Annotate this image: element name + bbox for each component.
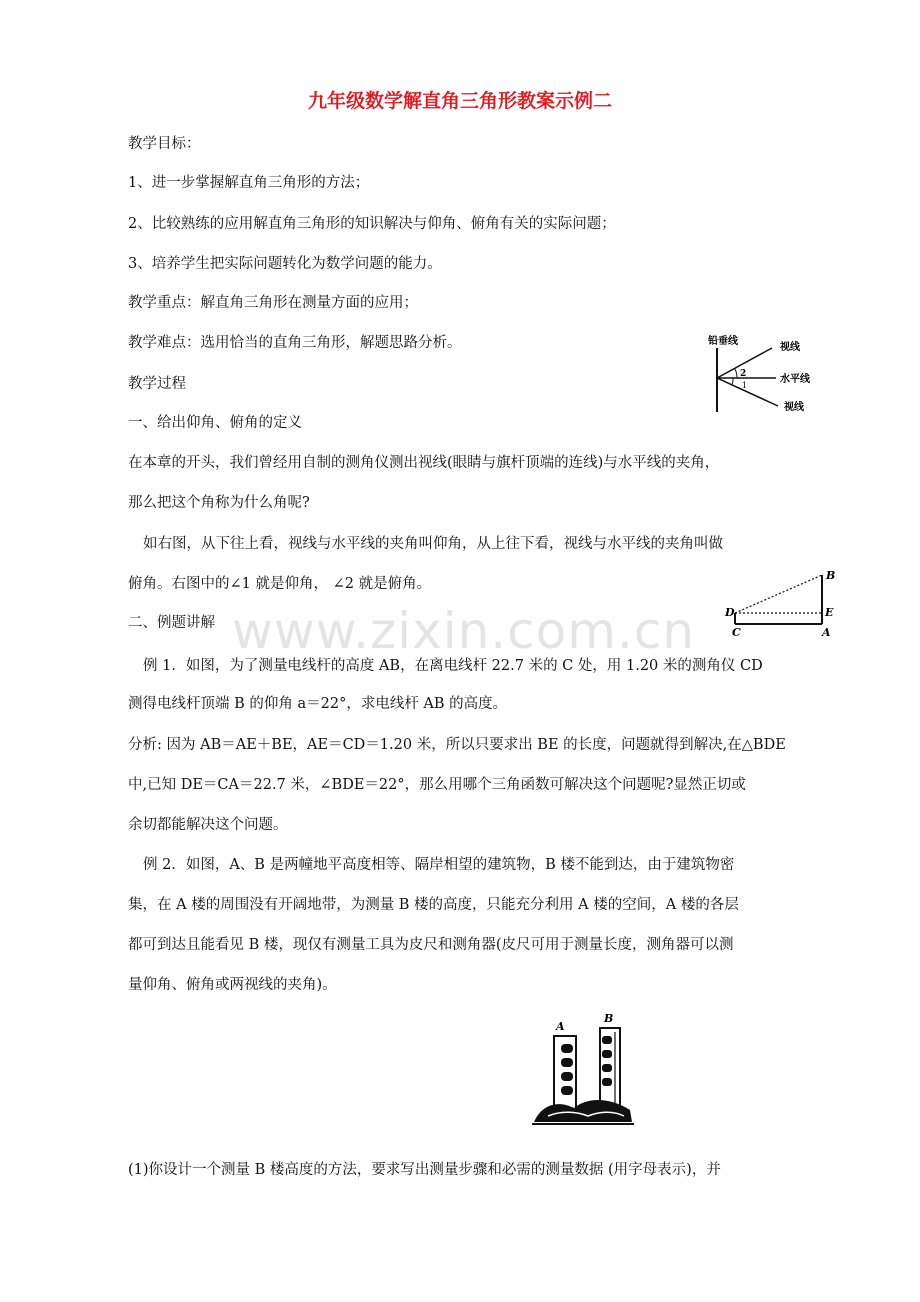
process-heading: 教学过程 — [128, 376, 186, 392]
analysis-line-2: 中,已知 DE＝CA＝22.7 米，∠BDE＝22°，那么用哪个三角函数可解决这个问题呢?显然正切或 — [128, 777, 746, 793]
analysis-line-3: 余切都能解决这个问题。 — [128, 817, 288, 833]
section-2-heading: 二、例题讲解 — [128, 615, 215, 631]
difficulty: 教学难点：选用恰当的直角三角形，解题思路分析。 — [128, 335, 462, 351]
label-d: D — [725, 606, 735, 619]
example-2-line-2: 集，在 A 楼的周围没有开阔地带，为测量 B 楼的高度，只能充分利用 A 楼的空间，A 楼的各层 — [128, 897, 739, 913]
angle-definition-figure — [700, 330, 830, 416]
paragraph-2-line-1: 如右图，从下往上看，视线与水平线的夹角叫仰角，从上往下看，视线与水平线的夹角叫做 — [143, 536, 723, 552]
paragraph-1-line-1: 在本章的开头，我们曾经用自制的测角仪测出视线(眼睛与旗杆顶端的连线)与水平线的夹角， — [128, 455, 720, 471]
label-sight-up: 视线 — [780, 342, 800, 353]
example-2-line-4: 量仰角、俯角或两视线的夹角)。 — [128, 977, 337, 993]
section-1-heading: 一、给出仰角、俯角的定义 — [128, 415, 302, 431]
key-point: 教学重点：解直角三角形在测量方面的应用； — [128, 295, 418, 311]
label-horizontal: 水平线 — [780, 374, 810, 385]
label-angle-2: 2 — [740, 369, 747, 379]
analysis-line-1: 分析: 因为 AB＝AE＋BE，AE＝CD＝1.20 米，所以只要求出 BE 的长度，问题就得到解决,在△BDE — [128, 737, 786, 753]
sight-line-db — [735, 575, 822, 613]
goals-heading: 教学目标： — [128, 136, 201, 152]
watermark: www.zixin.com.cn — [232, 602, 696, 660]
goal-3: 3、培养学生把实际问题转化为数学问题的能力。 — [128, 256, 442, 272]
pole-measurement-figure — [722, 565, 842, 639]
doc-title: 九年级数学解直角三角形教案示例二 — [307, 90, 612, 112]
label-sight-down: 视线 — [784, 402, 804, 413]
example-2-line-3: 都可到达且能看见 B 楼，现仅有测量工具为皮尺和测角器(皮尺可用于测量长度，测角器可以测 — [128, 937, 734, 953]
sight-line-down — [717, 378, 778, 406]
paragraph-2-line-2: 俯角。右图中的∠1 就是仰角， ∠2 就是俯角。 — [128, 576, 432, 592]
example-1-line-1: 例 1．如图，为了测量电线杆的高度 AB，在离电线杆 22.7 米的 C 处，用 1.20 米的测角仪 CD — [143, 658, 763, 674]
label-a: A — [822, 626, 831, 639]
paragraph-1-line-2: 那么把这个角称为什么角呢? — [128, 495, 310, 511]
label-building-b: B — [604, 1012, 614, 1025]
goal-1: 1、进一步掌握解直角三角形的方法； — [128, 175, 370, 191]
label-c: C — [732, 626, 741, 639]
goal-2: 2、比较熟练的应用解直角三角形的知识解决与仰角、俯角有关的实际问题； — [128, 216, 616, 232]
question-1-line: (1)你设计一个测量 B 楼高度的方法，要求写出测量步骤和必需的测量数据 (用字母表示)，并 — [128, 1162, 721, 1178]
example-2-line-1: 例 2．如图，A、B 是两幢地平高度相等、隔岸相望的建筑物，B 楼不能到达，由于建筑物密 — [143, 857, 735, 873]
label-building-a: A — [556, 1020, 565, 1033]
label-vertical: 铅垂线 — [708, 336, 738, 347]
label-angle-1: 1 — [742, 381, 748, 390]
label-e: E — [825, 606, 834, 619]
example-1-line-2: 测得电线杆顶端 B 的仰角 a＝22°，求电线杆 AB 的高度。 — [128, 696, 508, 712]
label-b: B — [826, 569, 836, 582]
buildings-figure — [528, 1012, 638, 1130]
